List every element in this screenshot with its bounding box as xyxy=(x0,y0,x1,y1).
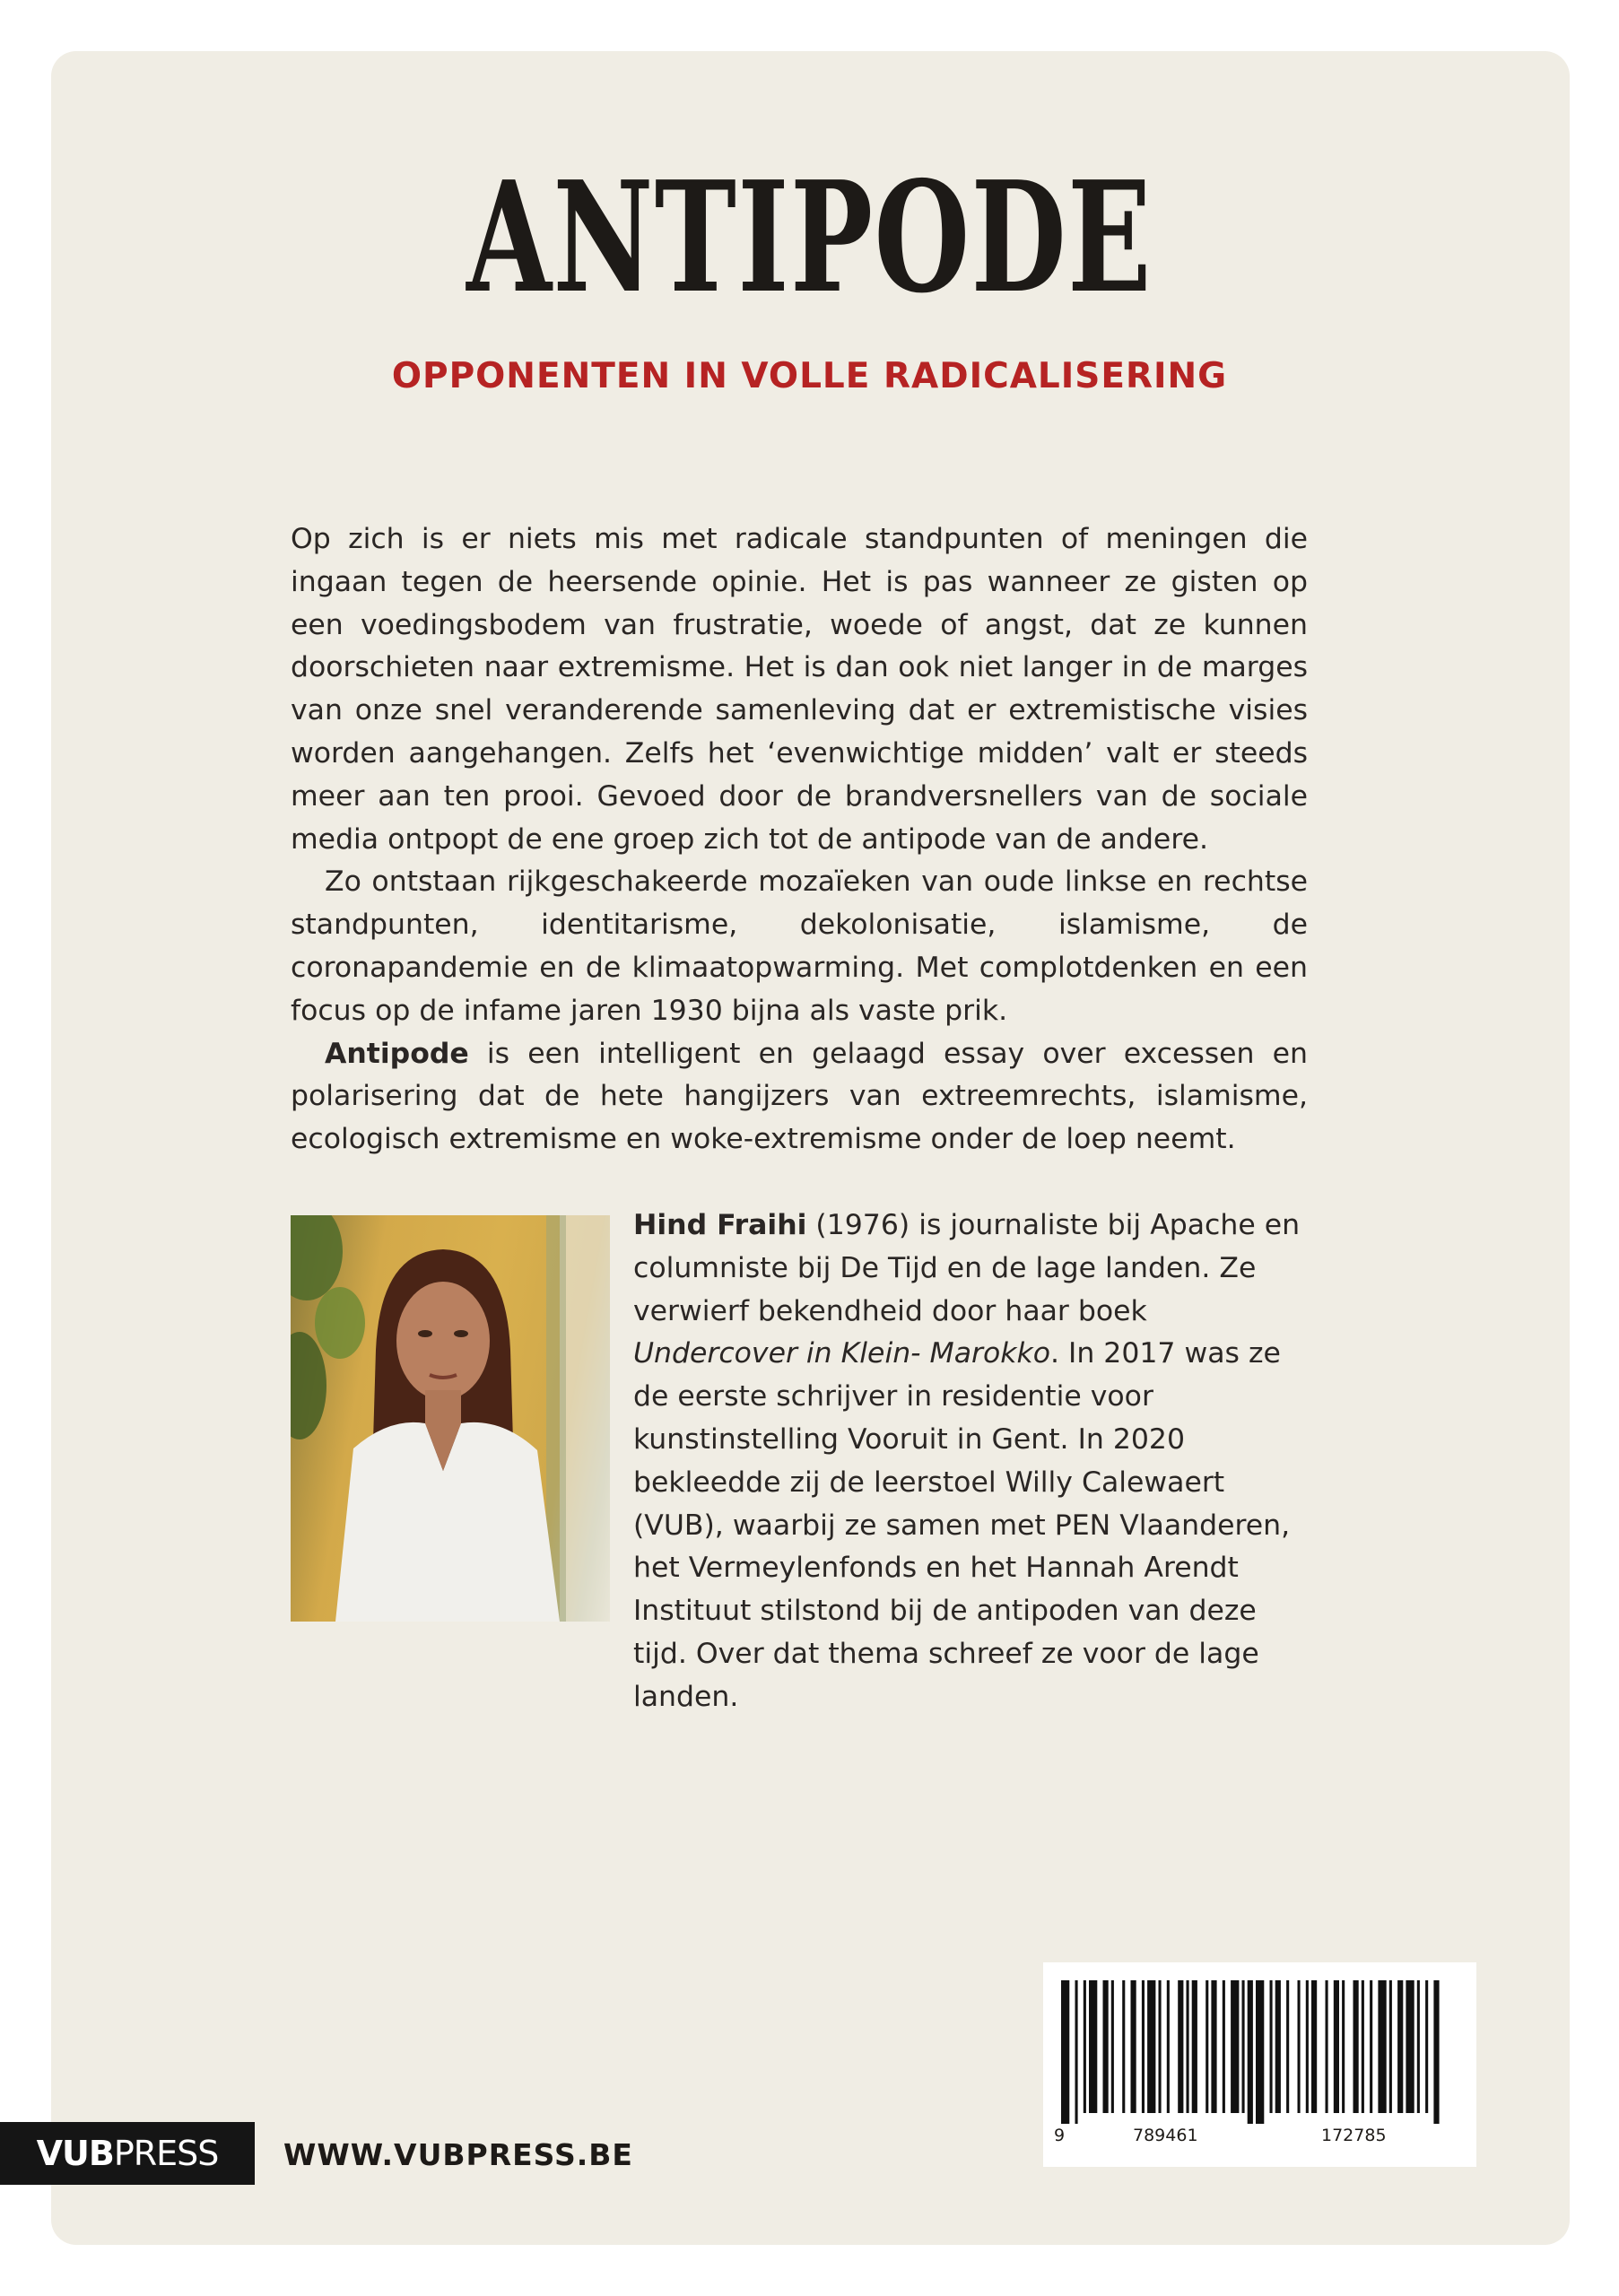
publisher-website: WWW.VUBPRESS.BE xyxy=(283,2137,633,2172)
isbn-barcode xyxy=(1043,1962,1476,2167)
barcode-bar xyxy=(1389,1980,1392,2113)
barcode-bar xyxy=(1270,1980,1273,2113)
barcode-bar xyxy=(1311,1980,1317,2113)
barcode-bar xyxy=(1417,1980,1420,2113)
blurb-book-name: Antipode xyxy=(325,1037,469,1070)
barcode-bar xyxy=(1223,1980,1225,2113)
barcode-bar xyxy=(1159,1980,1162,2113)
author-photo xyxy=(291,1215,610,1622)
blurb-text xyxy=(291,518,1308,1161)
barcode-bar xyxy=(1061,1980,1069,2124)
barcode-bar xyxy=(1167,1980,1170,2113)
barcode-bar xyxy=(1248,1980,1253,2124)
barcode-bar xyxy=(1406,1980,1414,2113)
barcode-bar xyxy=(1306,1980,1309,2113)
barcode-group-right: 172785 xyxy=(1321,2126,1387,2145)
barcode-bar xyxy=(1256,1980,1264,2124)
barcode-bar xyxy=(1362,1980,1364,2113)
barcode-bar xyxy=(1131,1980,1136,2113)
barcode-bar xyxy=(1089,1980,1097,2113)
barcode-bar xyxy=(1187,1980,1189,2113)
logo-press: PRESS xyxy=(113,2134,219,2173)
publisher-logo xyxy=(0,2122,255,2185)
blurb-paragraph-3-text: is een intelligent en gelaagd essay over excessen en polarisering dat de hete hangijzers van extreemrechts, islamisme, ecologisch extremisme en woke-extremisme onder de loep neemt. xyxy=(291,1037,1308,1156)
barcode-bar xyxy=(1397,1980,1403,2113)
barcode-bar xyxy=(1206,1980,1208,2113)
barcode-bar xyxy=(1242,1980,1245,2113)
author-bio xyxy=(633,1205,1315,1719)
author-bio-text-1: (1976) is journaliste bij Apache en columniste bij De Tijd en de lage landen. Ze verwierf bekendheid door haar boek xyxy=(633,1209,1301,1327)
book-title: ANTIPODE xyxy=(466,148,1153,327)
barcode-bar xyxy=(1211,1980,1216,2113)
barcode-bar xyxy=(1122,1980,1125,2113)
barcode-bar xyxy=(1342,1980,1345,2113)
barcode-bar xyxy=(1178,1980,1183,2113)
barcode-bars xyxy=(1061,1980,1458,2128)
barcode-bar xyxy=(1103,1980,1109,2113)
barcode-bar xyxy=(1075,1980,1078,2124)
barcode-bar xyxy=(1147,1980,1155,2113)
barcode-bar xyxy=(1231,1980,1239,2113)
barcode-bar xyxy=(1370,1980,1372,2113)
logo-vub: VUB xyxy=(36,2134,114,2173)
author-bio-text-2: . In 2017 was ze de eerste schrijver in residentie voor kunstinstelling Vooruit in Gent. In 2020 bekleedde zij de leerstoel Willy Calewaert (VUB), waarbij ze samen met PEN Vlaanderen, het Vermeylenfonds en het Hannah Arendt Instituut stilstond bij de antipoden van deze tijd. Over dat thema schreef ze voor de lage landen. xyxy=(633,1337,1291,1713)
barcode-bar xyxy=(1334,1980,1339,2113)
barcode-bar xyxy=(1378,1980,1386,2113)
barcode-bar xyxy=(1192,1980,1197,2113)
barcode-bar xyxy=(1298,1980,1301,2113)
barcode-group-left: 789461 xyxy=(1133,2126,1198,2145)
barcode-digit-first: 9 xyxy=(1054,2126,1066,2145)
blurb-paragraph-3 xyxy=(291,1033,1308,1161)
barcode-bar xyxy=(1326,1980,1328,2113)
barcode-bar xyxy=(1275,1980,1281,2113)
barcode-bar xyxy=(1142,1980,1145,2113)
author-book-title: Undercover in Klein- Marokko xyxy=(633,1337,1050,1370)
blurb-paragraph-2: Zo ontstaan rijkgeschakeerde mozaïeken van oude linkse en rechtse standpunten, identitarisme, dekolonisatie, islamisme, de coronapandemie en de klimaatopwarming. Met complotdenken en een focus op de infame jaren 1930 bijna als vaste prik. xyxy=(291,865,1308,1027)
barcode-bar xyxy=(1425,1980,1428,2113)
barcode-bar xyxy=(1433,1980,1439,2124)
book-subtitle: OPPONENTEN IN VOLLE RADICALISERING xyxy=(391,356,1228,396)
author-portrait-illustration xyxy=(291,1215,610,1622)
barcode-bar xyxy=(1354,1980,1359,2113)
barcode-bar xyxy=(1084,1980,1086,2113)
barcode-bar xyxy=(1286,1980,1289,2113)
barcode-bar xyxy=(1111,1980,1114,2113)
blurb-paragraph-1: Op zich is er niets mis met radicale standpunten of meningen die ingaan tegen de heersende opinie. Het is pas wanneer ze gisten op een voedingsbodem van frustratie, woede of angst, dat ze kunnen doorschieten naar extremisme. Het is dan ook niet langer in de marges van onze snel veranderende samenleving dat er extremistische visies worden aangehangen. Zelfs het ‘evenwichtige midden’ valt er steeds meer aan ten prooi. Gevoed door de brandversnellers van de sociale media ontpopt de ene groep zich tot de antipode van de andere. xyxy=(291,523,1308,856)
author-name: Hind Fraihi xyxy=(633,1209,807,1241)
